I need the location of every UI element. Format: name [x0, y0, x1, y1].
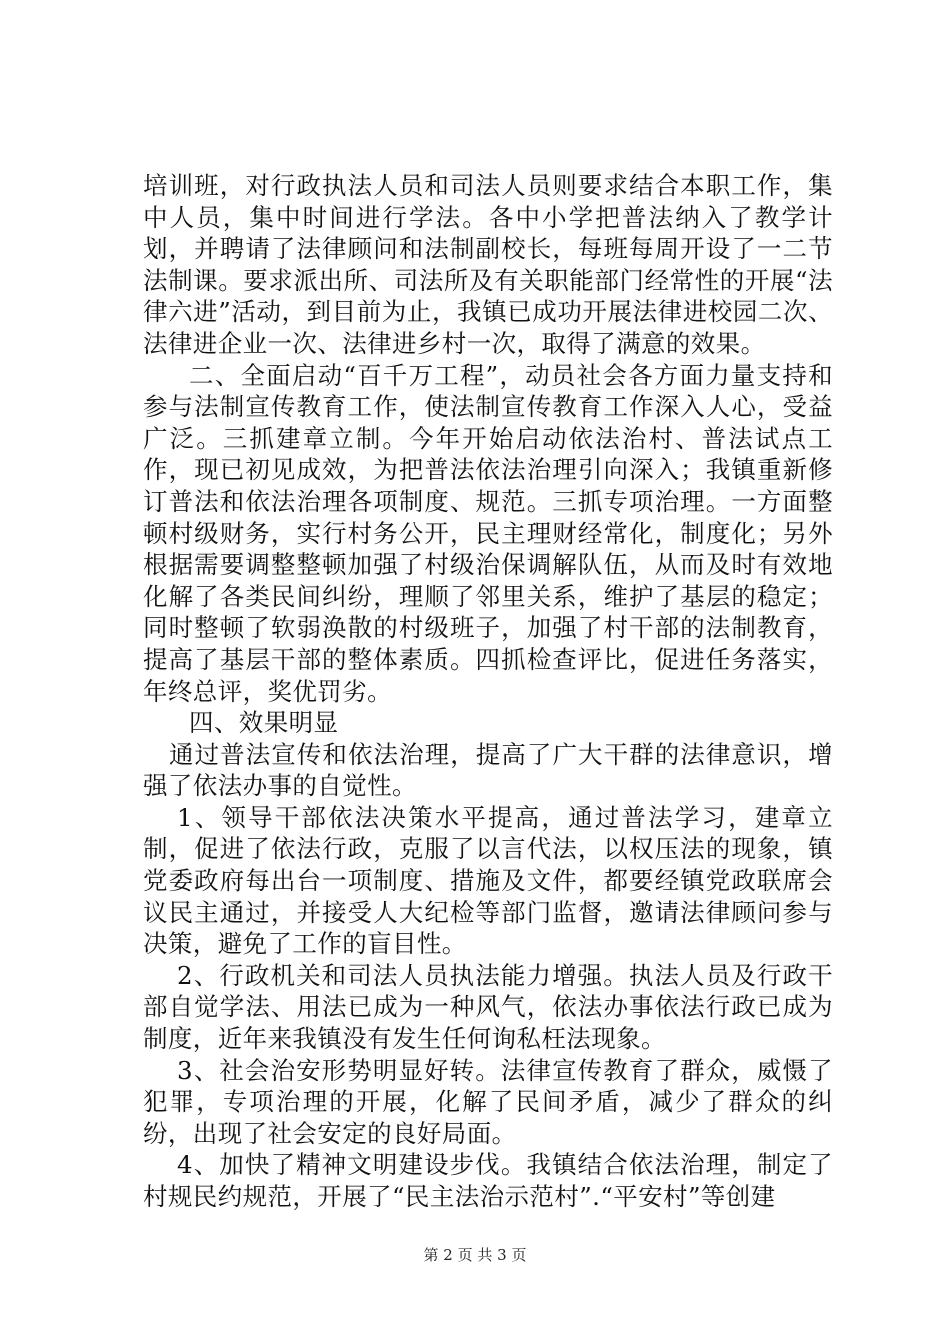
page-footer: 第 2 页 共 3 页: [423, 1246, 527, 1264]
list-item-4: 4、加快了精神文明建设步伐。我镇结合依法治理，制定了村规民约规范，开展了“民主法治示范村”.“平安村”等创建: [143, 1150, 833, 1211]
paragraph-training: 培训班，对行政执法人员和司法人员则要求结合本职工作，集中人员，集中时间进行学法。各中小学把普法纳入了教学计划，并聘请了法律顾问和法制副校长，每班每周开设了一二节法制课。要求派出所、司法所及有关职能部门经常性的开展“法律六进”活动，到目前为止，我镇已成功开展法律进校园二次、法律进企业一次、法律进乡村一次，取得了满意的效果。: [143, 171, 833, 358]
paragraph-effect-intro: 通过普法宣传和依法治理，提高了广大干群的法律意识，增强了依法办事的自觉性。: [143, 739, 833, 801]
list-item-2: 2、行政机关和司法人员执法能力增强。执法人员及行政干部自觉学法、用法已成为一种风气，依法办事依法行政已成为制度，近年来我镇没有发生任何询私枉法现象。: [143, 960, 833, 1054]
list-item-3: 3、社会治安形势明显好转。法律宣传教育了群众，威慑了犯罪，专项治理的开展，化解了民间矛盾，减少了群众的纠纷，出现了社会安定的良好局面。: [143, 1055, 833, 1148]
list-item-1: 1、领导干部依法决策水平提高，通过普法学习，建章立制，促进了依法行政，克服了以言代法，以权压法的现象，镇党委政府每出台一项制度、措施及文件，都要经镇党政联席会议民主通过，并接受人大纪检等部门监督，邀请法律顾问参与决策，避免了工作的盲目性。: [143, 802, 833, 959]
heading-section-four: 四、效果明显: [189, 708, 339, 738]
paragraph-section-two: 二、全面启动“百千万工程”，动员社会各方面力量支持和参与法制宣传教育工作，使法制宣传教育工作深入人心，受益广泛。三抓建章立制。今年开始启动依法治村、普法试点工作，现已初见成效，为把普法依法治理引向深入；我镇重新修订普法和依法治理各项制度、规范。三抓专项治理。一方面整顿村级财务，实行村务公开，民主理财经常化，制度化；另外根据需要调整整顿加强了村级治保调解队伍，从而及时有效地化解了各类民间纠纷，理顺了邻里关系，维护了基层的稳定；同时整顿了软弱涣散的村级班子，加强了村干部的法制教育，提高了基层干部的整体素质。四抓检查评比，促进任务落实，年终总评，奖优罚劣。: [143, 360, 833, 706]
document-body: [143, 170, 833, 1213]
